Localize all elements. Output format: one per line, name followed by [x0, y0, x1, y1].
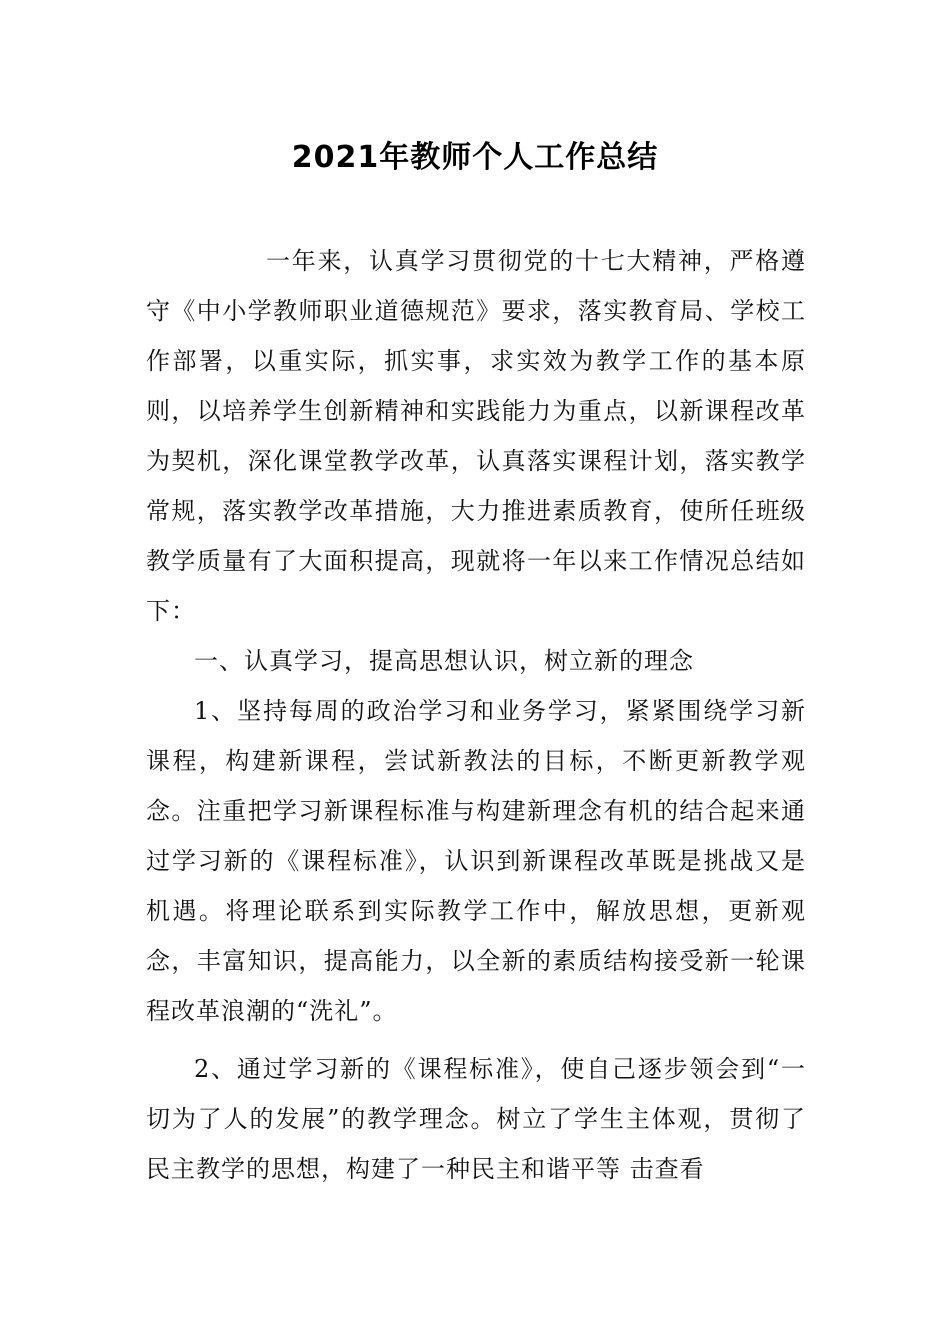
document-body [146, 236, 806, 1194]
paragraph-intro: 一年来，认真学习贯彻党的十七大精神，严格遵守《中小学教师职业道德规范》要求，落实教育局、学校工作部署，以重实际，抓实事，求实效为教学工作的基本原则，以培养学生创新精神和实践能力为重点，以新课程改革为契机，深化课堂教学改革，认真落实课程计划，落实教学常规，落实教学改革措施，大力推进素质教育，使所任班级教学质量有了大面积提高，现就将一年以来工作情况总结如下： [146, 247, 806, 625]
section-heading-1: 一、认真学习，提高思想认识，树立新的理念 [194, 647, 694, 675]
paragraph-item-2: 2、通过学习新的《课程标准》，使自己逐步领会到“一切为了人的发展”的教学理念。树立了学生主体观，贯彻了民主教学的思想，构建了一种民主和谐平等 击查看 [146, 1055, 806, 1183]
document-title: 2021年教师个人工作总结 [291, 140, 659, 175]
paragraph-item-1: 1、坚持每周的政治学习和业务学习，紧紧围绕学习新课程，构建新课程，尝试新教法的目标，不断更新教学观念。注重把学习新课程标准与构建新理念有机的结合起来通过学习新的《课程标准》，认识到新课程改革既是挑战又是机遇。将理论联系到实际教学工作中，解放思想，更新观念，丰富知识，提高能力，以全新的素质结构接受新一轮课程改革浪潮的“洗礼”。 [146, 697, 806, 1025]
